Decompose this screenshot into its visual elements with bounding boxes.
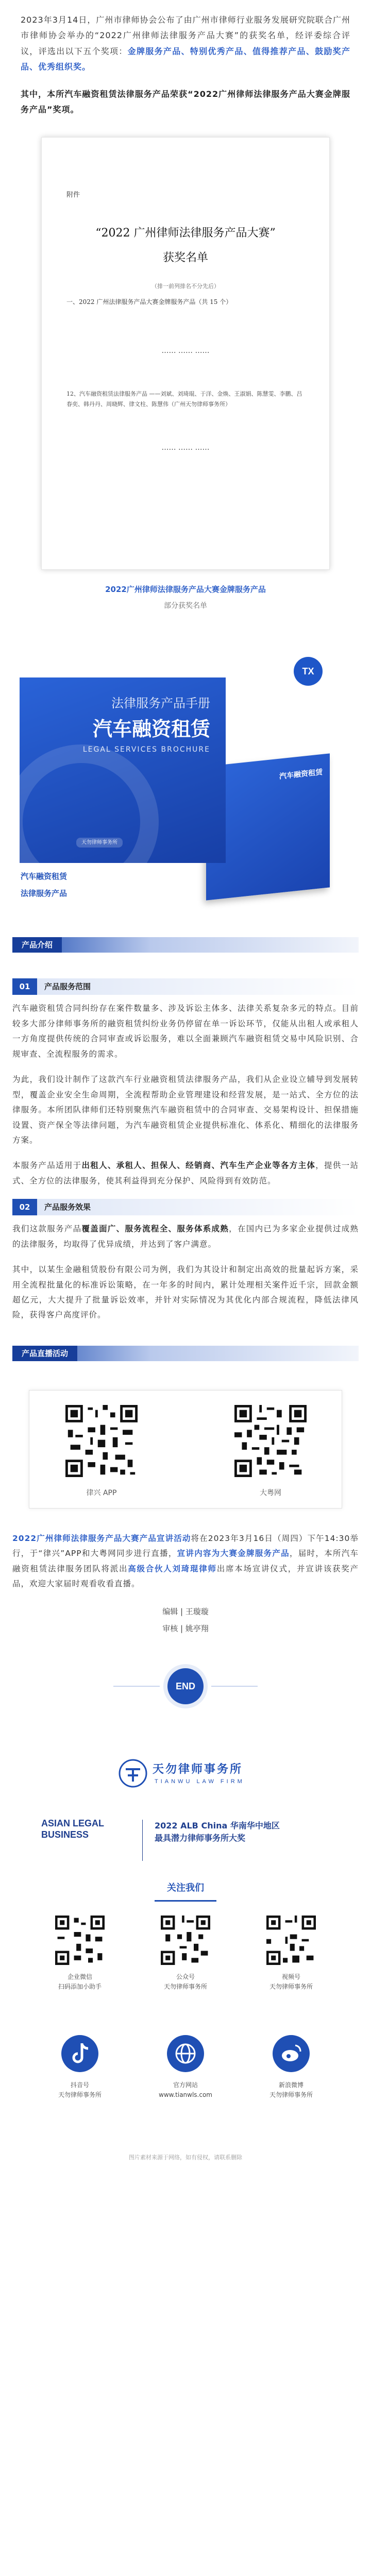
service-scope-text [0, 995, 371, 1189]
alb-logo [41, 1818, 104, 1841]
award-text-line-2: 最具潜力律师事务所大奖 [155, 1833, 246, 1843]
qr-code-icon [161, 1916, 210, 1965]
qr-code-icon[interactable] [65, 1405, 138, 1477]
intro-paragraph-2: 其中，本所汽车融资租赁法律服务产品荣获“2022广州律师法律服务产品大赛金牌服务产品”奖项。 [21, 89, 350, 114]
editor-credit: 编辑 | 王璇璇 [162, 1606, 209, 1616]
paragraph-text: ，届时，本所汽车融资租赁法律服务团队将派出 [12, 1549, 359, 1573]
subheader-number: 01 [12, 978, 37, 995]
cert-category-line: 一、2022 广州法律服务产品大赛金牌服务产品（共 15 个） [66, 298, 232, 306]
brochure-front-cover [20, 677, 226, 863]
award-text [155, 1820, 280, 1844]
brochure-title: 汽车融资租赁 [92, 718, 210, 741]
item-label: 抖音号 [70, 2081, 89, 2089]
brochure-top-text: 法律服务产品手册 [111, 696, 210, 711]
paragraph-text: ，提供一站式、全方位的法律服务，使其利益得到充分保护、风险得到有效防范。 [12, 1161, 359, 1185]
paragraph-text: 出席本场宣讲仪式，并宣讲该获奖产品，欢迎大家届时观看收看直播。 [12, 1564, 359, 1589]
item-sublabel: 天勿律师事务所 [269, 1983, 313, 1990]
firm-name-en: TIANWU LAW FIRM [155, 1778, 245, 1785]
brochure-caption-line-2: 法律服务产品 [21, 889, 68, 899]
weibo-icon [272, 2034, 311, 2073]
item-label: 新浪微博 [278, 2081, 303, 2089]
brochure-en-text: LEGAL SERVICES BROCHURE [82, 745, 210, 754]
live-event-text [0, 1525, 371, 1592]
cert-entry-text: 12、汽车融资租赁法律服务产品 ——刘斌、刘琦琨、于洋、金焕、王淑娟、陈慧雯、李鹏、吕春奕、韩丹丹、周晓辉、律文柱、陈慧伟（广州天勿律师事务所） [66, 391, 302, 408]
item-label: 企业微信 [67, 1973, 92, 1980]
firm-logo [119, 1756, 252, 1792]
brochure-firm-tag: 天勿律师事务所 [76, 838, 123, 848]
award-list-highlight: 金牌服务产品、特别优秀产品、值得推荐产品、鼓励奖产品、优秀组织奖。 [21, 46, 350, 72]
douyin-icon [60, 2034, 99, 2073]
item-label: 官方网站 [173, 2081, 198, 2089]
paragraph-text: ，在国内已为多家企业提供过成熟的法律服务，均取得了优异成绩，并达到了客户满意。 [12, 1224, 359, 1249]
brochure-caption-line-1: 汽车融资租赁 [21, 872, 68, 882]
item-sublabel: 扫码添加小助手 [58, 1983, 102, 1990]
paragraph-text: 将在2023年3月16日（周四）下午14:30举行，于“律兴”APP和大粤网同步进行直播， [12, 1533, 359, 1558]
end-divider-left [113, 1686, 160, 1687]
award-divider [142, 1820, 143, 1861]
paragraph: 汽车融资租赁合同纠纷存在案件数量多、涉及诉讼主体多、法律关系复杂多元的特点。目前较多大部分律师事务所的融资租赁纠纷业务仍停留在单一诉讼环节，仅能从出租人或承租人一方角度提供传统的合同审查或诉讼服务，难以全面兼顾汽车融资租赁交易中风险识别、合规审查、全流程服务的需求。 [12, 1004, 359, 1059]
section-header-bar [12, 937, 359, 953]
intro-paragraph-1 [21, 12, 350, 75]
award-text-line-1: 2022 ALB China 华南华中地区 [155, 1820, 280, 1831]
event-title-highlight: 2022广州律师法律服务产品大赛产品宣讲活动 [12, 1533, 191, 1543]
subheader-service-scope [12, 978, 359, 995]
roles-highlight: 出租人、承租人、担保人、经销商、汽车生产企业等各方主体 [81, 1161, 316, 1171]
brochure-caption [21, 868, 67, 902]
brochure-image [0, 641, 371, 909]
douyin-item[interactable] [46, 2034, 113, 2100]
cert-ellipsis-1: …… …… …… [161, 347, 210, 355]
follow-us-underline [155, 1900, 216, 1902]
subheader-service-effect [12, 1199, 359, 1215]
subheader-title: 产品服务范围 [37, 978, 359, 995]
globe-icon [166, 2034, 205, 2073]
website-item[interactable] [152, 2034, 219, 2100]
firm-logo-icon [119, 1759, 147, 1788]
end-badge: END [167, 1668, 204, 1704]
paragraph [12, 1158, 359, 1189]
cert-ellipsis-2: …… …… …… [161, 443, 210, 452]
paragraph-text: 本服务产品适用于 [12, 1161, 82, 1171]
alb-logo-line-1: ASIAN LEGAL [41, 1818, 105, 1828]
qr-block-app [65, 1405, 138, 1500]
speaker-highlight: 高级合伙人刘琦琨律师 [128, 1564, 217, 1573]
alb-award [41, 1818, 330, 1864]
end-divider-right [211, 1686, 258, 1687]
qr-label-web: 大粤网 [260, 1489, 281, 1498]
paragraph [12, 1531, 359, 1592]
follow-us-title: 关注我们 [167, 1882, 204, 1893]
reviewer-credit: 审核 | 姚亭翔 [162, 1623, 209, 1633]
alb-logo-line-2: BUSINESS [41, 1829, 89, 1840]
section-header-label: 产品直播活动 [12, 1346, 77, 1361]
video-channel-qr-item[interactable] [258, 1916, 325, 1992]
end-marker [0, 1658, 371, 1745]
brochure-back-title: 汽车融资租赁 [279, 768, 323, 782]
item-sublabel: 天勿律师事务所 [163, 1983, 207, 1990]
subheader-number: 02 [12, 1199, 37, 1215]
qr-code-icon [266, 1916, 316, 1965]
paragraph [12, 1222, 359, 1252]
item-sublabel: 天勿律师事务所 [269, 2091, 313, 2098]
section-header-live [0, 1338, 371, 1369]
qr-label-app: 律兴 APP [86, 1489, 117, 1498]
credits [0, 1603, 371, 1637]
certificate-caption-sub: 部分获奖名单 [164, 601, 207, 610]
item-label: 公众号 [176, 1973, 195, 1980]
paragraph: 为此，我们设计制作了这款汽车行业融资租赁法律服务产品，我们从企业设立辅导到发展转型，覆盖企业安全生命周期，全流程帮助企业管理建设和经营发展，是一站式、全方位的法律服务。本所团队律师们还特别聚焦汽车融资租赁中的合同审查、交易架构设计、担保措施设置、资产保全等法律问题，为汽车融资租赁企业提供标准化、体系化、精细化的法律服务方案。 [12, 1075, 359, 1145]
qr-block-web [234, 1405, 307, 1500]
service-effect-text [0, 1215, 371, 1323]
paragraph-text: 我们这款服务产品 [12, 1224, 82, 1234]
certificate-caption: 2022广州律师法律服务产品大赛金牌服务产品 [105, 585, 266, 595]
qr-code-icon[interactable] [234, 1405, 307, 1477]
subheader-title: 产品服务效果 [37, 1199, 359, 1215]
intro-section [0, 0, 371, 117]
cert-title: “2022 广州律师法律服务产品大赛” [95, 227, 276, 240]
copyright-note: 图片素材来源于网络，如有侵权，请联系删除 [129, 2154, 242, 2161]
points-highlight: 覆盖面广、服务流程全、服务体系成熟 [81, 1224, 229, 1234]
item-sublabel: www.tianwls.com [159, 2091, 212, 2098]
item-sublabel: 天勿律师事务所 [58, 2091, 102, 2098]
weibo-item[interactable] [258, 2034, 325, 2100]
section-header-product-intro [0, 930, 371, 961]
cert-subtitle: 获奖名单 [162, 251, 208, 264]
qr-code-icon [55, 1916, 105, 1965]
award-certificate-image [41, 137, 330, 570]
qr-code-card [29, 1390, 342, 1509]
wecom-qr-item[interactable] [46, 1916, 113, 1992]
content-highlight: 宣讲内容为大赛金牌服务产品 [177, 1549, 290, 1558]
paragraph: 其中，以某生金融租赁股份有限公司为例，我们为其设计和制定出高效的批量起诉方案，采用全流程批量化的标准诉讼策略，在一年多的时间内，累计处理相关案件近千宗，回款金额超亿元，大大提升了批量诉讼效率，并针对实际情况为其优化内部合规流程，降低法律风险，获得客户高度评价。 [12, 1265, 359, 1320]
cert-attach-label: 附件 [66, 191, 80, 199]
firm-footer [0, 1745, 371, 2168]
tx-badge: TX [294, 657, 323, 686]
certificate-section [0, 129, 371, 613]
item-label: 视频号 [281, 1973, 300, 1980]
section-header-label: 产品介绍 [12, 937, 62, 953]
firm-name-cn: 天勿律师事务所 [153, 1762, 243, 1776]
intro-text: 2023年3月14日，广州市律师协会公布了由广州市律师行业服务发展研究院联合广州市律师协会举办的“2022广州律师法律服务产品大赛”的获奖名单，经评委综合评议，评选出以下五个奖项： [21, 15, 350, 56]
cert-note: （排一前列排名不分先后） [151, 282, 220, 290]
wechat-official-qr-item[interactable] [152, 1916, 219, 1992]
